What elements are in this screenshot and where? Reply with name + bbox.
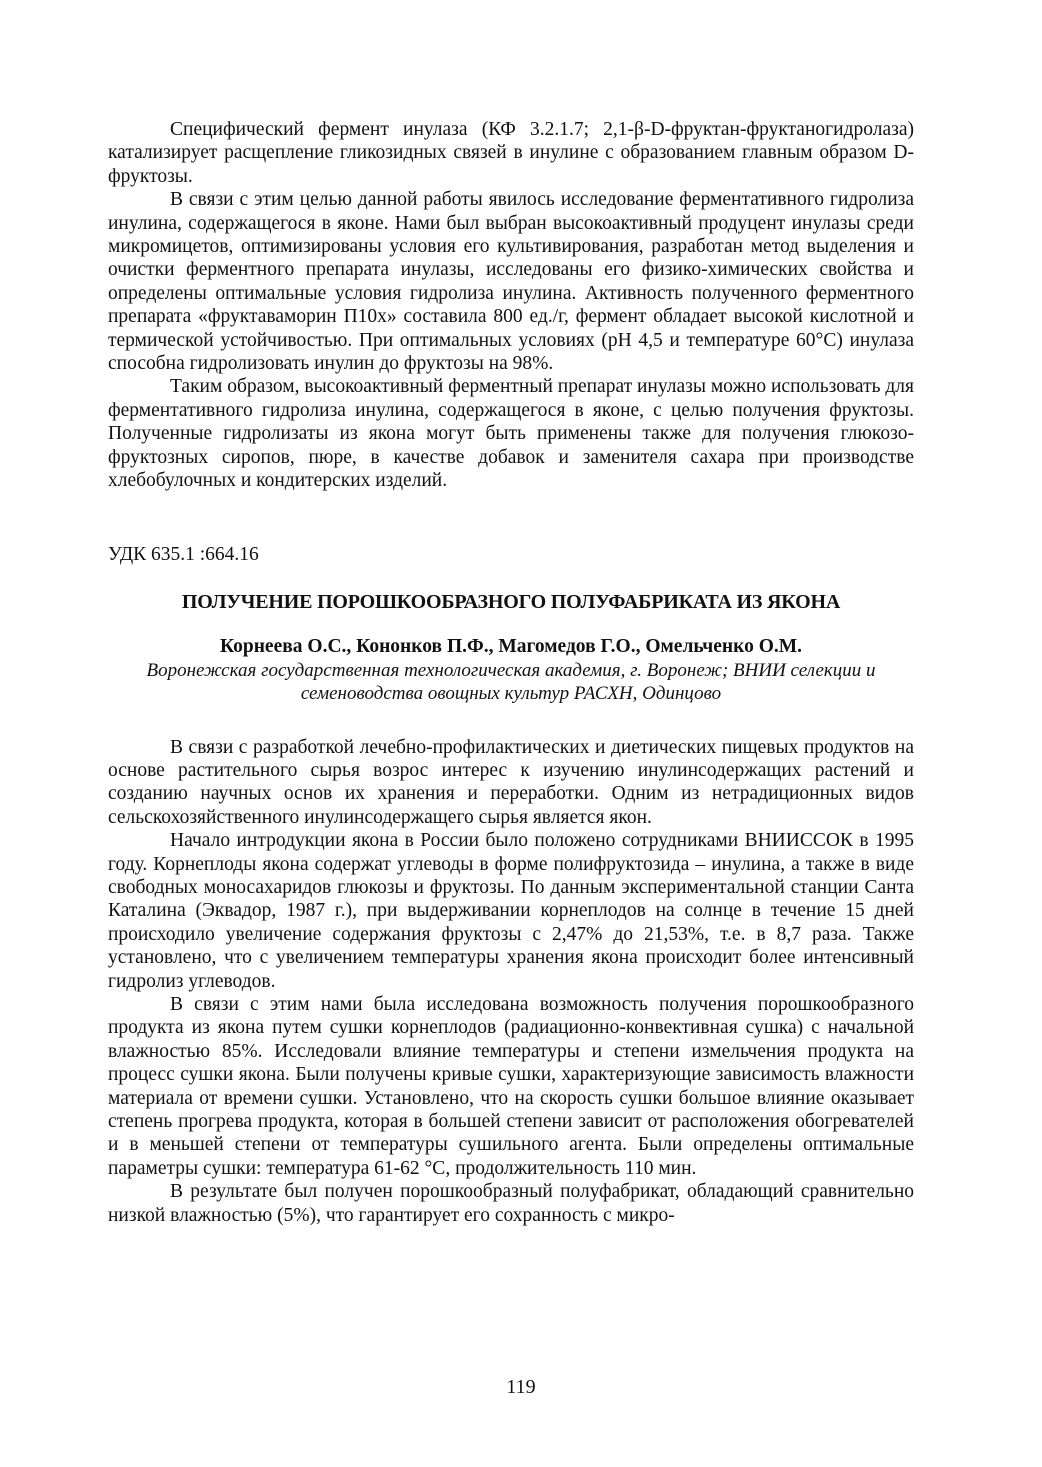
body-paragraph: Начало интродукции якона в России было положено сотрудниками ВНИИССОК в 1995 году. Корнеплоды якона содержат углеводы в форме полифруктозида – инулина, а также в виде свободных моносахаридов глюкозы и фруктозы. По данным экспериментальной станции Санта Каталина (Эквадор, 1987 г.), при выдерживании корнеплодов на солнце в течение 15 дней происходило увеличение содержания фруктозы с 2,47% до 21,53%, т.е. в 8,7 раза. Также установлено, что с увеличением температуры хранения якона происходит более интенсивный гидролиз углеводов.	[108, 830, 914, 992]
page-number: 119	[506, 1376, 536, 1398]
body-paragraph: В результате был получен порошкообразный полуфабрикат, обладающий сравнительно низкой влажностью (5%), что гарантирует его сохранность с микро-	[108, 1181, 914, 1226]
page-content	[108, 118, 914, 1227]
body-paragraph: В связи с этим целью данной работы явилось исследование ферментативного гидролиза инулина, содержащегося в яконе. Нами был выбран высокоактивный продуцент инулазы среди микромицетов, оптимизированы условия его культивирования, разработан метод выделения и очистки ферментного препарата инулазы, исследованы его физико-химических свойства и определены оптимальные условия гидролиза инулина. Активность полученного ферментного препарата «фруктаваморин П10х» составила 800 ед./г, фермент обладает высокой кислотной и термической устойчивостью. При оптимальных условиях (рН 4,5 и температуре 60°С) инулаза способна гидролизовать инулин до фруктозы на 98%.	[108, 189, 914, 375]
body-paragraph: В связи с разработкой лечебно-профилактических и диетических пищевых продуктов на основе растительного сырья возрос интерес к изучению инулинсодержащих растений и созданию научных основ их хранения и переработки. Одним из нетрадиционных видов сельскохозяйственного инулинсодержащего сырья является якон.	[108, 736, 914, 828]
body-paragraph: Таким образом, высокоактивный ферментный препарат инулазы можно использовать для ферментативного гидролиза инулина, содержащегося в яконе, с целью получения фруктозы. Полученные гидролизаты из якона могут быть применены также для получения глюкозо-фруктозных сиропов, пюре, в качестве добавок и заменителя сахара при производстве хлебобулочных и кондитерских изделий.	[108, 376, 914, 492]
udk-code: УДК 635.1 :664.16	[108, 543, 259, 565]
article-title: ПОЛУЧЕНИЕ ПОРОШКООБРАЗНОГО ПОЛУФАБРИКАТА ИЗ ЯКОНА	[181, 590, 841, 613]
article-authors: Корнеева О.С., Кононков П.Ф., Магомедов Г.О., Омельченко О.М.	[219, 635, 803, 657]
body-paragraph: В связи с этим нами была исследована возможность получения порошкообразного продукта из якона путем сушки корнеплодов (радиационно-конвективная сушка) с начальной влажностью 85%. Исследовали влияние температуры и степени измельчения продукта на процесс сушки якона. Были получены кривые сушки, характеризующие зависимость влажности материала от времени сушки. Установлено, что на скорость сушки большое влияние оказывает степень прогрева продукта, которая в большей степени зависит от расположения обогревателей и в меньшей степени от температуры сушильного агента. Были определены оптимальные параметры сушки: температура 61-62 °С, продолжительность 110 мин.	[108, 993, 914, 1179]
body-paragraph: Специфический фермент инулаза (КФ 3.2.1.7; 2,1-β-D-фруктан-фруктаногидролаза) катализирует расщепление гликозидных связей в инулине с образованием главным образом D-фруктозы.	[108, 119, 914, 187]
article-affiliation: Воронежская государственная технологическая академия, г. Воронеж; ВНИИ селекции и семеноводства овощных культур РАСХН, Одинцово	[146, 659, 876, 704]
